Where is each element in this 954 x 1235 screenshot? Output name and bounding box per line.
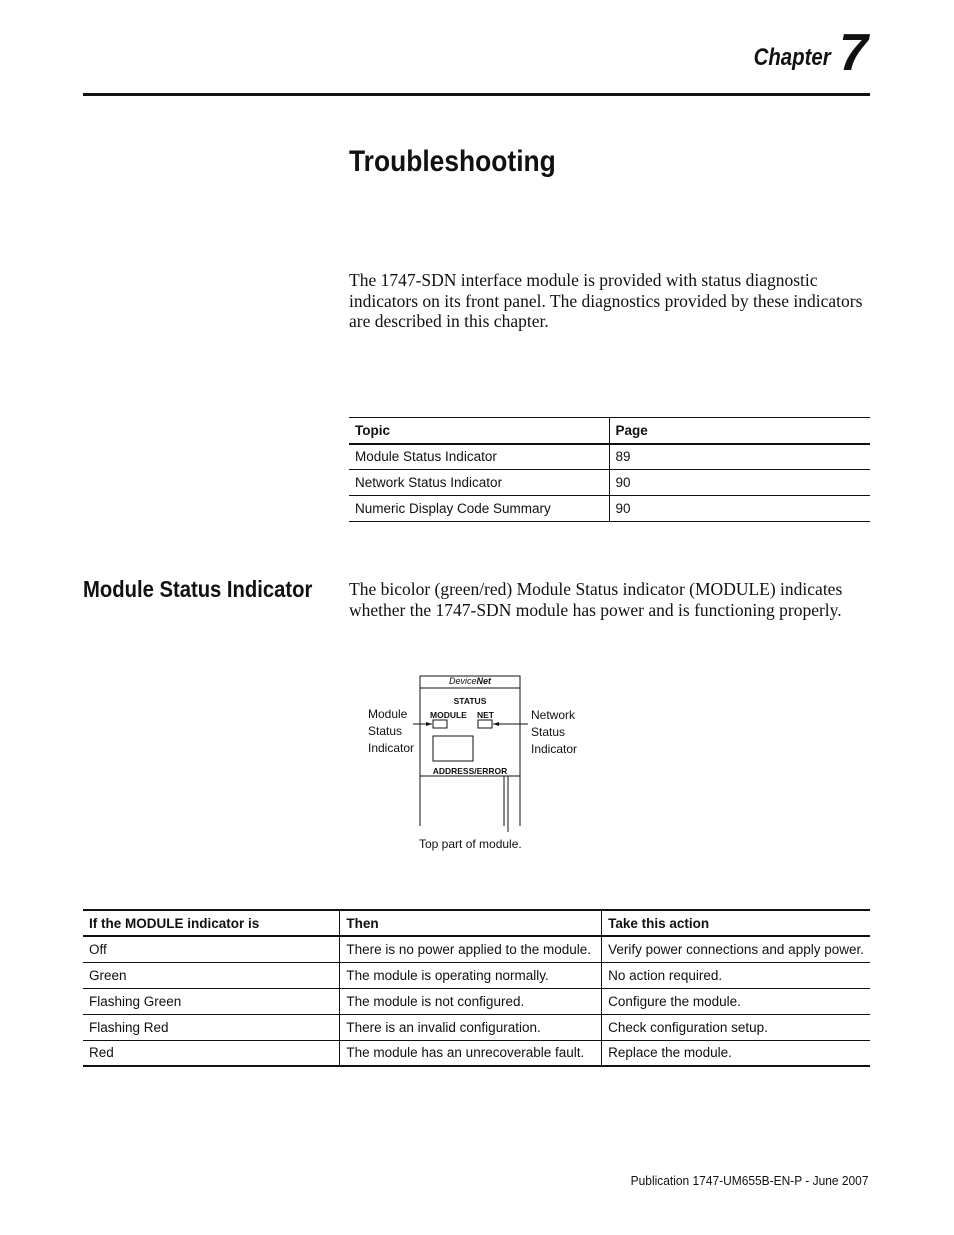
publication-footer: Publication 1747-UM655B-EN-P - June 2007 [630,1173,868,1188]
indicator-cell: Flashing Green [89,993,182,1009]
page-title: Troubleshooting [349,145,556,178]
chapter-label: Chapter [753,44,832,71]
then-cell: The module has an unrecoverable fault. [340,1040,602,1066]
chapter-header [740,24,868,82]
column-header-then: Then [340,910,602,936]
page-cell: 90 [609,496,870,522]
module-led [433,720,447,728]
table-row [349,496,870,522]
action-cell: Verify power connections and apply power. [602,936,870,962]
table-header-row [83,910,870,936]
table-row [83,1014,870,1040]
then-cell: The module is operating normally. [340,962,602,988]
indicator-cell: Flashing Red [89,1019,169,1035]
chapter-number: 7 [839,24,868,82]
module-status-indicator-callout: Module Status Indicator [368,707,415,755]
action-cell: No action required. [602,962,870,988]
module-led-label: MODULE [430,710,467,720]
topic-cell: Network Status Indicator [355,475,503,490]
action-cell: Check configuration setup. [602,1014,870,1040]
table-row [349,444,870,470]
action-cell: Configure the module. [602,988,870,1014]
devicenet-logo: DeviceNet [448,676,492,686]
then-cell: There is an invalid configuration. [340,1014,602,1040]
net-pointer-arrow [493,722,499,726]
table-header-row [349,418,870,444]
network-status-indicator-callout: Network Status Indicator [531,708,578,756]
column-header-page: Page [609,418,870,444]
column-header-indicator: If the MODULE indicator is [89,915,260,931]
table-row [83,988,870,1014]
then-cell: The module is not configured. [340,988,602,1014]
section-heading-module-status: Module Status Indicator [83,576,313,602]
table-row [83,1040,870,1066]
module-status-table [83,909,870,1067]
table-row [83,962,870,988]
page-cell: 89 [609,444,870,470]
page-cell: 90 [609,470,870,496]
chapter-rule [83,93,870,96]
diagram-caption: Top part of module. [419,837,522,851]
indicator-cell: Red [89,1045,114,1061]
topic-cell: Module Status Indicator [355,449,497,465]
topic-cell: Numeric Display Code Summary [355,501,551,516]
intro-paragraph: The 1747-SDN interface module is provided with status diagnostic indicators on its front panel. The diagnostics provided by these indicators are described in this chapter. [349,270,863,331]
address-error-label: ADDRESS/ERROR [432,766,508,776]
table-row [83,936,870,962]
table-row [349,470,870,496]
topics-table [349,417,870,522]
net-led [478,720,492,728]
indicator-cell: Green [89,967,127,983]
column-header-topic: Topic [355,422,390,438]
numeric-display [433,736,473,761]
column-header-action: Take this action [602,910,870,936]
indicator-cell: Off [89,941,107,957]
module-status-paragraph: The bicolor (green/red) Module Status indicator (MODULE) indicates whether the 1747-SDN module has power and is functioning properly. [349,579,843,620]
net-led-label: NET [477,710,494,720]
module-diagram [360,670,590,860]
status-label: STATUS [453,696,487,706]
action-cell: Replace the module. [602,1040,870,1066]
then-cell: There is no power applied to the module. [340,936,602,962]
